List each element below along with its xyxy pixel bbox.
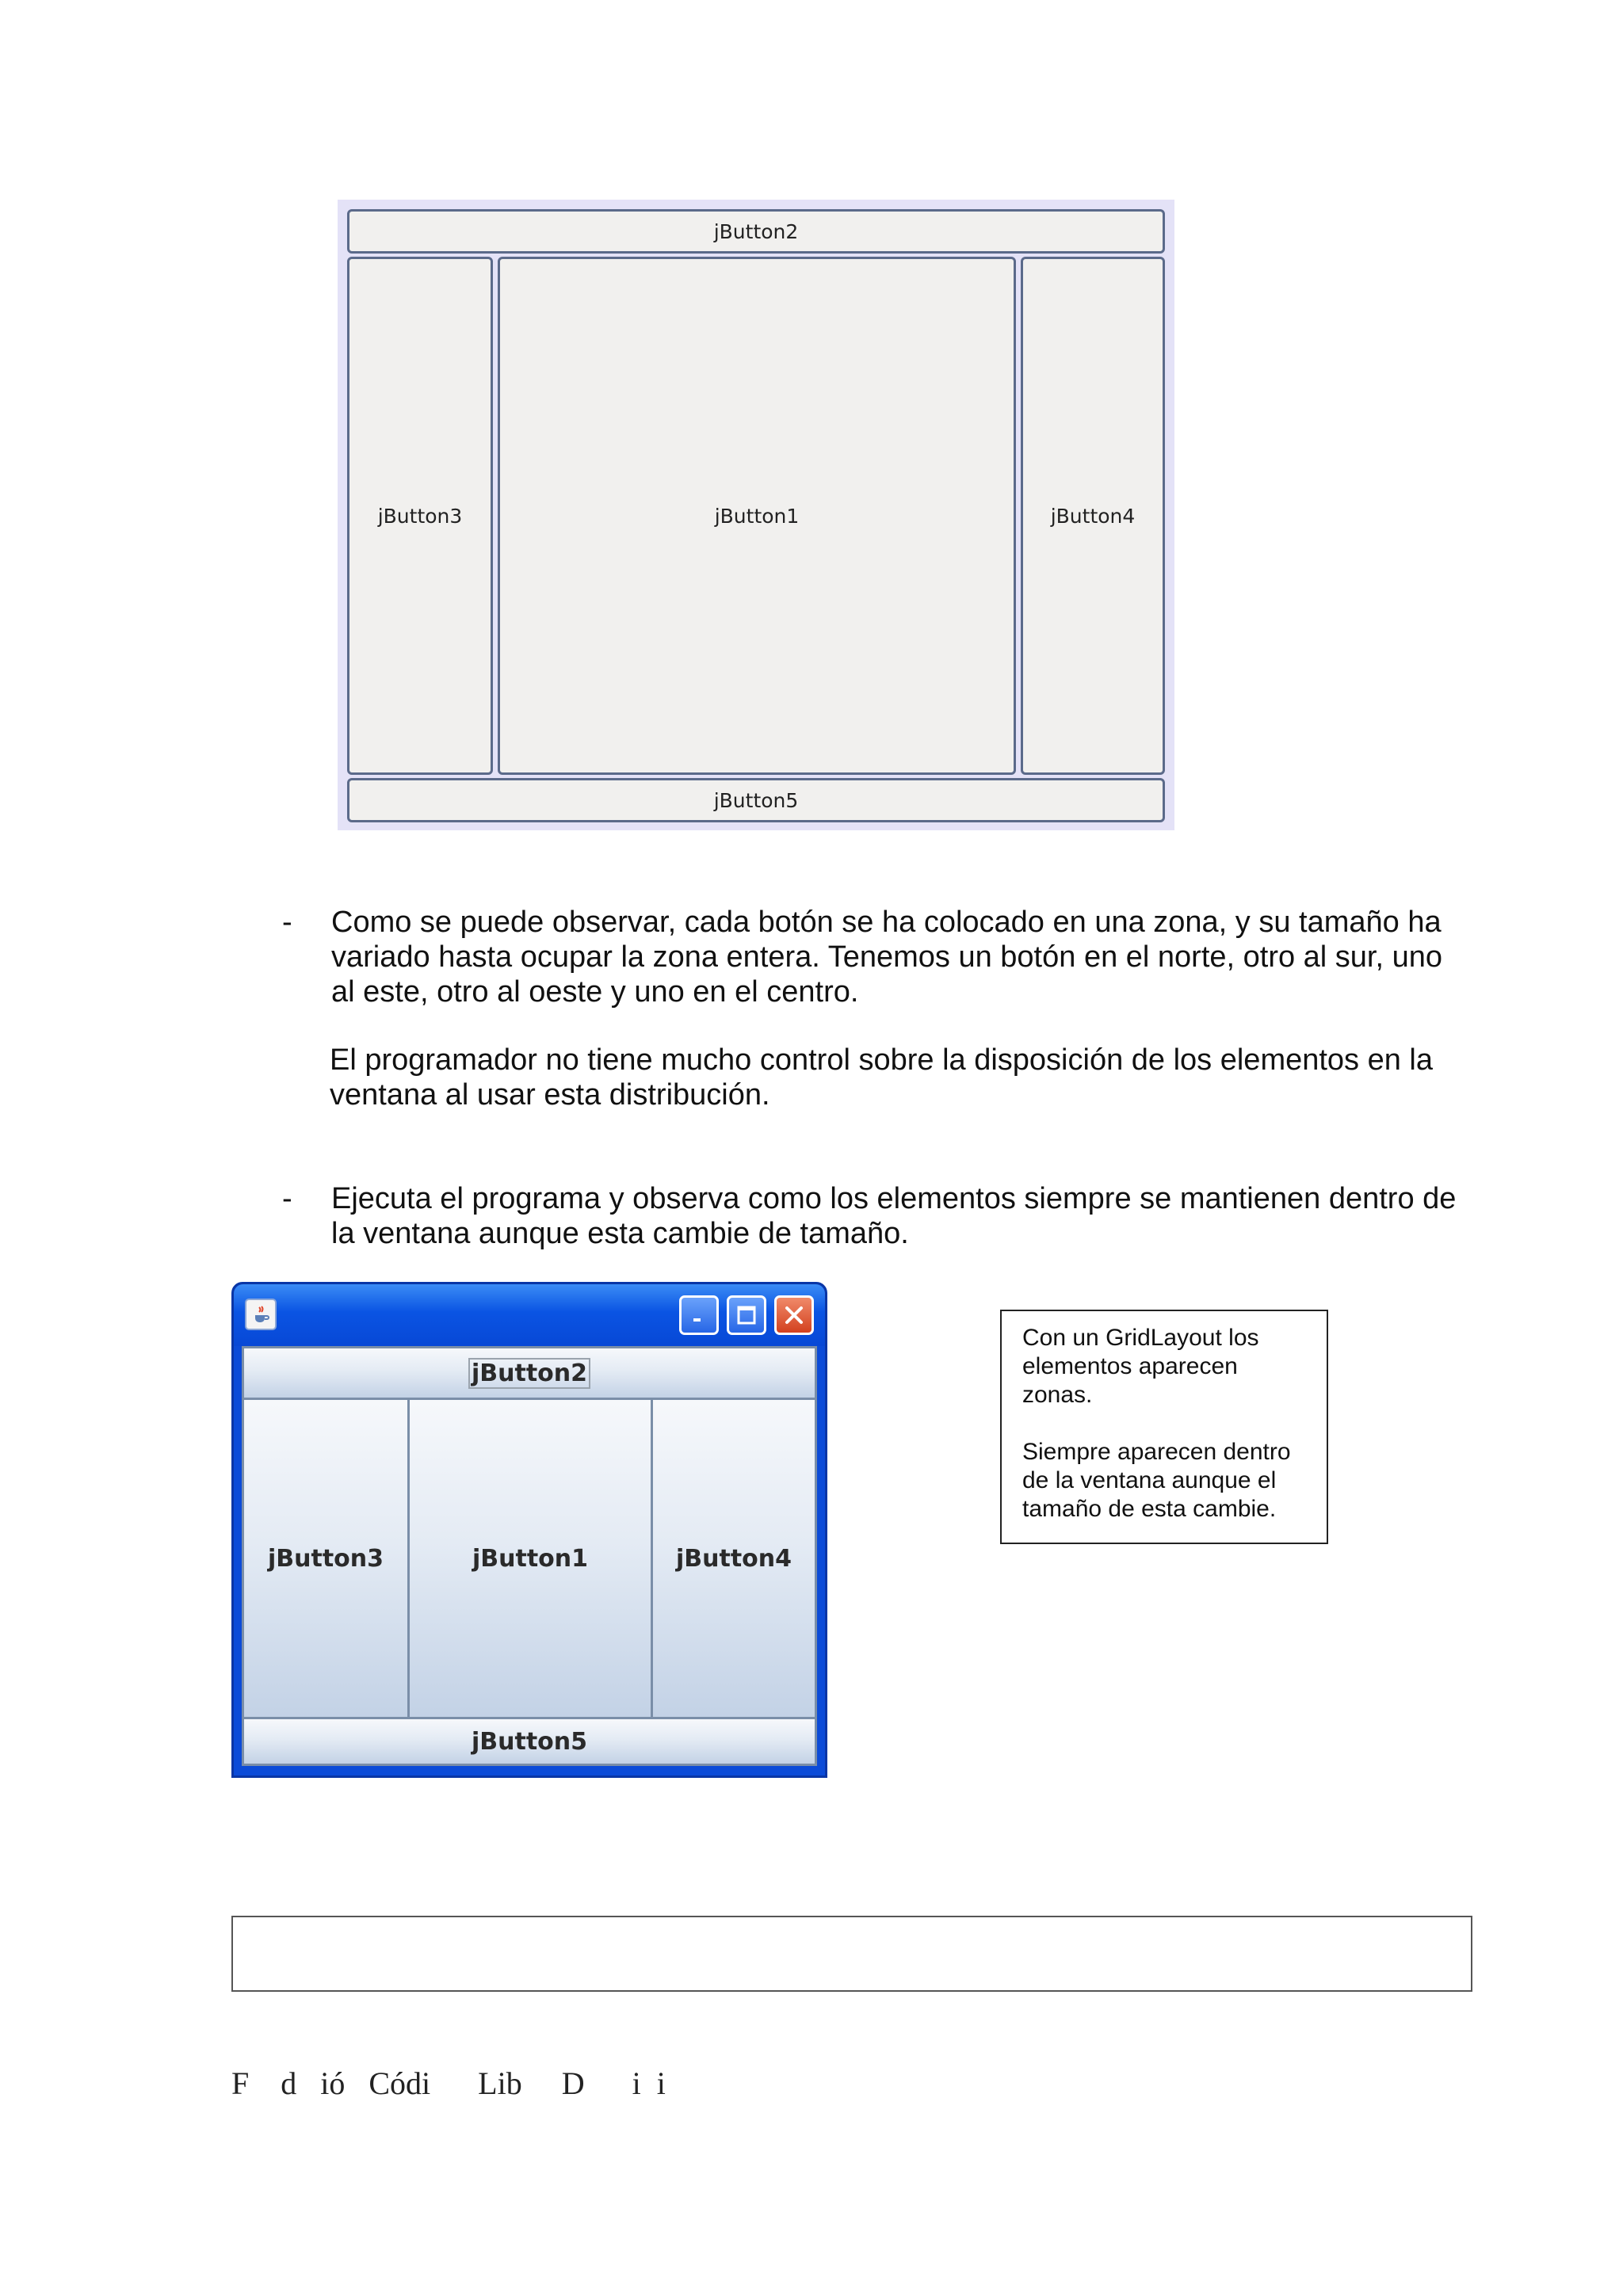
center-button-label: jButton1 xyxy=(714,504,800,528)
east-button-label: jButton4 xyxy=(1050,504,1136,528)
close-button[interactable] xyxy=(774,1295,814,1335)
window-content xyxy=(242,1346,817,1766)
minimize-button[interactable] xyxy=(679,1295,719,1335)
center-button[interactable] xyxy=(498,257,1016,775)
south-button[interactable] xyxy=(242,1717,817,1766)
note-paragraph-2: Siempre aparecen dentro de la ventana aunque el tamaño de esta cambie. xyxy=(1022,1439,1291,1522)
north-button-label: jButton2 xyxy=(468,1358,590,1389)
note-box xyxy=(1000,1310,1328,1544)
south-button-label: jButton5 xyxy=(713,788,799,812)
bullet-dash-2: - xyxy=(282,1182,292,1215)
paragraph-execute: Ejecuta el programa y observa como los elementos siempre se mantienen dentro de la ventana aunque esta cambie de tamaño. xyxy=(331,1182,1457,1250)
north-button[interactable] xyxy=(347,209,1165,254)
north-button-label: jButton2 xyxy=(713,219,799,243)
east-button[interactable] xyxy=(651,1398,817,1719)
north-button[interactable] xyxy=(242,1346,817,1400)
south-button[interactable] xyxy=(347,778,1165,822)
paragraph-observation: Como se puede observar, cada botón se ha colocado en una zona, y su tamaño ha variado hasta ocupar la zona entera. Tenemos un botón en el norte, otro al sur, uno al este, otro al oeste y uno en el centro. xyxy=(331,906,1443,1009)
border-layout-figure xyxy=(338,200,1174,830)
west-button[interactable] xyxy=(347,257,493,775)
east-button-label: jButton4 xyxy=(675,1544,792,1573)
east-button[interactable] xyxy=(1021,257,1165,775)
minimize-icon xyxy=(691,1307,707,1323)
close-icon xyxy=(783,1304,805,1326)
west-button-label: jButton3 xyxy=(377,504,463,528)
maximize-icon xyxy=(736,1305,757,1325)
center-button-label: jButton1 xyxy=(472,1544,589,1573)
java-cup-icon[interactable] xyxy=(245,1299,277,1330)
west-button-label: jButton3 xyxy=(267,1544,384,1573)
paragraph-control: El programador no tiene mucho control sobre la disposición de los elementos en la ventana al usar esta distribución. xyxy=(330,1043,1434,1112)
note-paragraph-1: Con un GridLayout los elementos aparecen zonas. xyxy=(1022,1325,1259,1408)
window-titlebar[interactable] xyxy=(234,1284,825,1346)
app-window xyxy=(231,1282,827,1778)
bullet-dash-1: - xyxy=(282,906,292,939)
maximize-button[interactable] xyxy=(727,1295,766,1335)
empty-bordered-box xyxy=(231,1916,1472,1992)
south-button-label: jButton5 xyxy=(471,1727,588,1756)
footer-text: F d ió Códi Lib D i i xyxy=(231,2065,666,2101)
west-button[interactable] xyxy=(242,1398,410,1719)
center-button[interactable] xyxy=(407,1398,653,1719)
